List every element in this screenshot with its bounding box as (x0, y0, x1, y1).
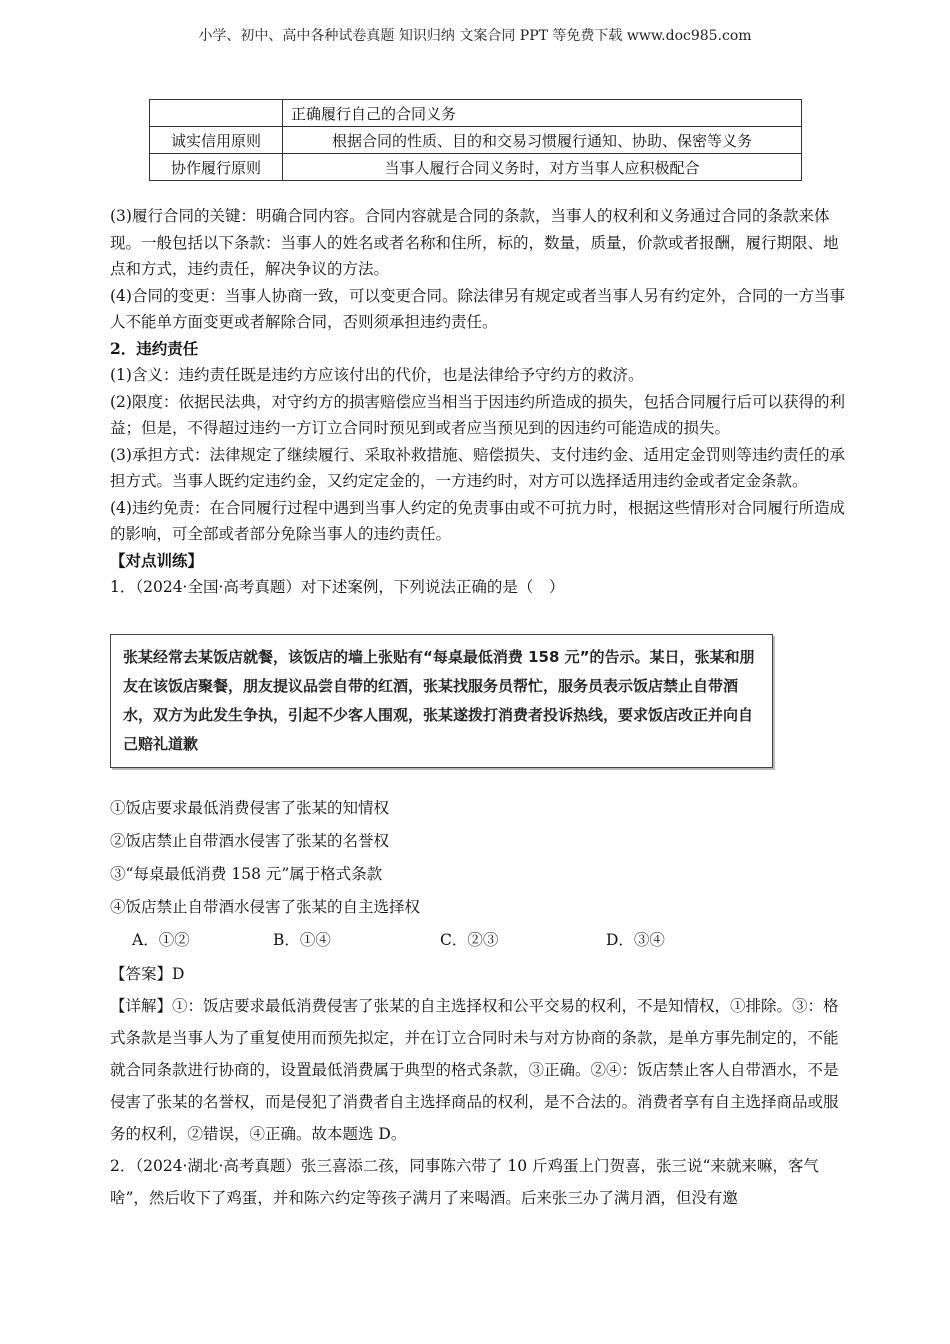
paragraph-liability-meaning: (1)含义：违约责任既是违约方应该付出的代价，也是法律给予守约方的救济。 (110, 366, 644, 384)
table-row (150, 100, 802, 127)
paragraph-liability-exemption: (4)违约免责：在合同履行过程中遇到当事人约定的免责事由或不可抗力时，根据这些情形对合同履行所造成的影响，可全部或者部分免除当事人的违约责任。 (110, 498, 845, 543)
table-cell-name (150, 100, 283, 127)
table-cell-name: 协作履行原则 (150, 154, 283, 181)
table-cell-desc: 根据合同的性质、目的和交易习惯履行通知、协助、保密等义务 (283, 127, 802, 154)
statement-item: ②饭店禁止自带酒水侵害了张某的名誉权 (110, 832, 390, 850)
question-2-stem: 2．（2024·湖北·高考真题）张三喜添二孩，同事陈六带了 10 斤鸡蛋上门贺喜，张三说“来就来嘛，客气啥”，然后收下了鸡蛋，并和陈六约定等孩子满月了来喝酒。后来张三办了满月酒，但没有邀 (110, 1157, 819, 1207)
paragraph-liability-limit: (2)限度：依据民法典，对守约方的损害赔偿应当相当于因违约所造成的损失，包括合同履行后可以获得的利益；但是，不得超过违约一方订立合同时预见到或者应当预见到的因违约可能造成的损失。 (110, 392, 845, 437)
table-row (150, 127, 802, 154)
statement-list (110, 792, 845, 924)
table-cell-desc: 当事人履行合同义务时，对方当事人应积极配合 (283, 154, 802, 181)
choice-a: A．①② (132, 931, 190, 949)
statement-item: ④饭店禁止自带酒水侵害了张某的自主选择权 (110, 898, 421, 916)
paragraph-contract-terms: (3)履行合同的关键：明确合同内容。合同内容就是合同的条款，当事人的权利和义务通过合同的条款来体现。一般包括以下条款：当事人的姓名或者名称和住所，标的，数量，质量，价款或者报酬，履行期限、地点和方式，违约责任，解决争议的方法。 (110, 207, 839, 278)
statement-item: ③“每桌最低消费 158 元”属于格式条款 (110, 865, 383, 883)
choice-b: B．①④ (273, 931, 331, 949)
statement-item: ①饭店要求最低消费侵害了张某的知情权 (110, 799, 390, 817)
explanation-text: 【详解】①：饭店要求最低消费侵害了张某的自主选择权和公平交易的权利，不是知情权，①排除。③：格式条款是当事人为了重复使用而预先拟定，并在订立合同时未与对方协商的条款，是单方事先制定的，不能就合同条款进行协商的，设置最低消费属于典型的格式条款，③正确。②④：饭店禁止客人自带酒水，不是侵害了张某的名誉权，而是侵犯了消费者自主选择商品的权利，是不合法的。消费者享有自主选择商品或服务的权利，②错误，④正确。故本题选 D。 (110, 997, 839, 1143)
paragraph-contract-change: (4)合同的变更：当事人协商一致，可以变更合同。除法律另有规定或者当事人另有约定外，合同的一方当事人不能单方面变更或者解除合同，否则须承担违约责任。 (110, 286, 845, 331)
choice-d: D．③④ (606, 931, 665, 949)
table-row (150, 154, 802, 181)
question-1-stem: 1．（2024·全国·高考真题）对下述案例，下列说法正确的是（ ） (110, 578, 565, 596)
paragraph-liability-method: (3)承担方式：法律规定了继续履行、采取补救措施、赔偿损失、支付违约金、适用定金罚则等违约责任的承担方式。当事人既约定违约金，又约定定金的，一方违约时，对方可以选择适用违约金或者定金条款。 (110, 445, 845, 490)
section-heading-liability: 2．违约责任 (110, 338, 199, 358)
page-header: 小学、初中、高中各种试卷真题 知识归纳 文案合同 PPT 等免费下载 www.doc985.com (198, 28, 752, 44)
choice-c: C．②③ (440, 931, 499, 949)
table-cell-name: 诚实信用原则 (150, 127, 283, 154)
answer-label: 【答案】D (110, 965, 185, 983)
table-cell-desc: 正确履行自己的合同义务 (283, 100, 802, 127)
body-text (110, 203, 845, 601)
explanation-block (110, 958, 845, 1214)
section-heading-practice: 【对点训练】 (110, 550, 204, 570)
case-box: 张某经常去某饭店就餐，该饭店的墙上张贴有“每桌最低消费 158 元”的告示。某日，张某和朋友在该饭店聚餐，朋友提议品尝自带的红酒，张某找服务员帮忙，服务员表示饭店禁止自带酒水，双方为此发生争执，引起不少客人围观，张某遂拨打消费者投诉热线，要求饭店改正并向自己赔礼道歉 (110, 634, 773, 768)
principles-table (149, 99, 802, 181)
